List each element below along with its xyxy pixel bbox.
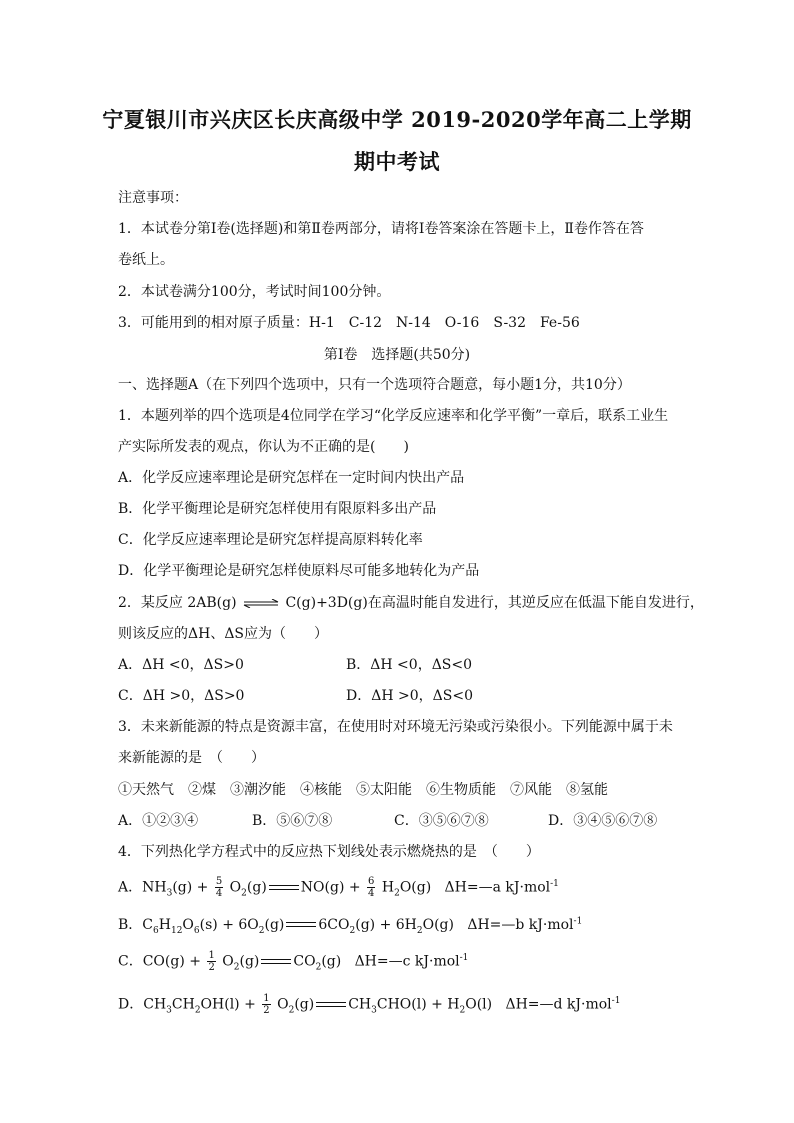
fraction-5-4: $\frac{5}{4}$ — [215, 876, 223, 899]
q3-items: ①天然气 ②煤 ③潮汐能 ④核能 ⑤太阳能 ⑥生物质能 ⑦风能 ⑧氢能 — [118, 782, 608, 798]
q4-c-dh: ΔH=—c kJ·mol — [354, 953, 460, 970]
fraction-1-2: $\frac{1}{2}$ — [263, 993, 270, 1016]
note-1b: 卷纸上。 — [118, 252, 174, 268]
q4-a-label: A． — [118, 879, 143, 896]
q4-option-a: A．$NH_3(g)$ + $\frac{5}{4}$ $O_2(g) NO(g)$ + $\frac{6}{4}$ $H_2O(g)$ ΔH=—a kJ·mol$^{-1}$ — [118, 876, 559, 899]
fraction-6-4: $\frac{6}{4}$ — [368, 876, 375, 899]
q4-b-label: B． — [118, 917, 143, 933]
q4-b-exp: -1 — [573, 916, 583, 927]
q1-stem-1: 1．本题列举的四个选项是4位同学在学习“化学反应速率和化学平衡”一章后，联系工业生 — [118, 408, 669, 424]
q4-option-c: C．CO(g) + $\frac{1}{2}$ $O_2(g)$ $CO_2(g)$ ΔH=—c kJ·mol$^{-1}$ — [118, 950, 469, 973]
note-2: 2．本试卷满分100分，考试时间100分钟。 — [118, 284, 391, 300]
exam-title-line1: 宁夏银川市兴庆区长庆高级中学 2019-2020学年高二上学期 — [102, 107, 692, 132]
fraction-1-2: $\frac{1}{2}$ — [208, 950, 215, 973]
q1-option-c: C．化学反应速率理论是研究怎样提高原料转化率 — [118, 532, 423, 548]
note-3: 3．可能用到的相对原子质量：H-1 C-12 N-14 O-16 S-32 Fe-56 — [118, 315, 580, 331]
q4-option-d: D．$CH_3CH_2OH(l)$ + $\frac{1}{2}$ $O_2(g) CH_3CHO(l) + H_2O(l)$ ΔH=—d kJ·mol$^{-1}$ — [118, 993, 621, 1016]
q3-stem-1: 3．未来新能源的特点是资源丰富，在使用时对环境无污染或污染很小。下列能源中属于未 — [118, 719, 673, 735]
q3-stem-2: 来新能源的是 （ ） — [118, 750, 265, 766]
q4-c-exp: -1 — [459, 952, 469, 963]
exam-title-line2: 期中考试 — [354, 149, 440, 174]
equals-arrow-icon — [316, 1001, 346, 1009]
q1-option-d: D．化学平衡理论是研究怎样使原料尽可能多地转化为产品 — [118, 563, 480, 579]
q2-stem-1-pre: 2．某反应 2AB(g) — [118, 595, 237, 611]
part-header: 一、选择题A（在下列四个选项中，只有一个选项符合题意，每小题1分，共10分） — [118, 377, 631, 393]
note-1a: 1．本试卷分第Ⅰ卷(选择题)和第Ⅱ卷两部分，请将Ⅰ卷答案涂在答题卡上，Ⅱ卷作答在答 — [118, 221, 644, 237]
q4-option-b: B．$C_6H_{12}O_6(s) + 6O_2(g) 6CO_2(g) + 6H_2O(g)$ ΔH=—b kJ·mol$^{-1}$ — [118, 916, 583, 936]
q4-b-dh: ΔH=—b kJ·mol — [467, 917, 574, 933]
q2-stem-1-post: C(g)+3D(g)在高温时能自发进行，其逆反应在低温下能自发进行， — [285, 595, 704, 611]
q3-option-d: D．③④⑤⑥⑦⑧ — [548, 813, 658, 829]
q2-option-b: B．ΔH <0，ΔS<0 — [346, 657, 473, 673]
q4-stem: 4．下列热化学方程式中的反应热下划线处表示燃烧热的是 （ ） — [118, 844, 540, 860]
q3-option-b: B．⑤⑥⑦⑧ — [252, 813, 333, 829]
q4-a-exp: -1 — [550, 878, 559, 889]
q1-option-a: A．化学反应速率理论是研究怎样在一定时间内快出产品 — [118, 470, 465, 486]
q3-option-a: A．①②③④ — [118, 813, 199, 829]
equals-arrow-icon — [286, 921, 316, 929]
q2-option-c: C．ΔH >0，ΔS>0 — [118, 688, 245, 704]
q2-option-d: D．ΔH >0，ΔS<0 — [346, 688, 473, 704]
q2-stem-2: 则该反应的ΔH、ΔS应为（ ） — [118, 626, 329, 642]
q4-c-label: C． — [118, 953, 143, 970]
q4-d-dh: ΔH=—d kJ·mol — [505, 996, 612, 1013]
q3-option-c: C．③⑤⑥⑦⑧ — [394, 813, 489, 829]
equilibrium-arrow-icon — [243, 599, 279, 608]
notes-header: 注意事项： — [118, 190, 188, 206]
equals-arrow-icon — [269, 884, 299, 892]
q4-a-dh: ΔH=—a kJ·mol — [444, 879, 551, 896]
q1-option-b: B．化学平衡理论是研究怎样使用有限原料多出产品 — [118, 501, 437, 517]
q4-d-exp: -1 — [611, 995, 621, 1006]
section-title: 第Ⅰ卷 选择题(共50分) — [323, 347, 471, 363]
equals-arrow-icon — [261, 958, 291, 966]
q2-option-a: A．ΔH <0，ΔS>0 — [118, 657, 244, 673]
q4-d-label: D． — [118, 996, 144, 1013]
q2-stem-1 — [118, 592, 704, 612]
q1-stem-2: 产实际所发表的观点，你认为不正确的是( ) — [118, 439, 409, 455]
